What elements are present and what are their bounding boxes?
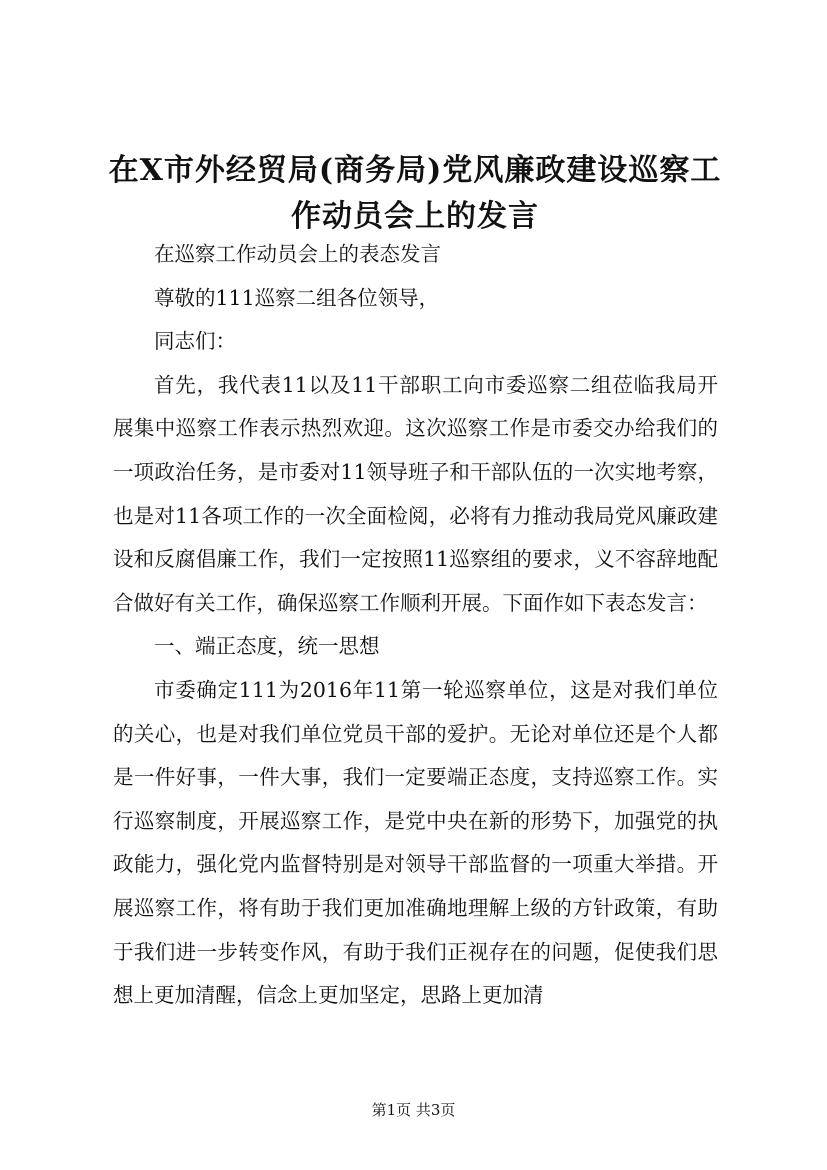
- paragraph-subtitle: 在巡察工作动员会上的表态发言: [154, 242, 441, 266]
- section-heading-1: 一、端正态度，统一思想: [154, 634, 380, 659]
- paragraph-greeting: 同志们：: [154, 329, 236, 354]
- page-number-footer: 第1页 共3页: [371, 1101, 456, 1119]
- document-body: [113, 233, 718, 1018]
- document-title: 在X市外经贸局(商务局)党风廉政建设巡察工作动员会上的发言: [108, 153, 722, 234]
- paragraph-salutation: 尊敬的111巡察二组各位领导，: [154, 285, 440, 310]
- paragraph-section-1: 市委确定111为2016年11第一轮巡察单位，这是对我们单位的关心，也是对我们单位党员干部的爱护。无论对单位还是个人都是一件好事，一件大事，我们一定要端正态度，支持巡察工作。实行巡察制度，开展巡察工作，是党中央在新的形势下，加强党的执政能力，强化党内监督特别是对领导干部监督的一项重大举措。开展巡察工作，将有助于我们更加准确地理解上级的方针政策，有助于我们进一步转变作风，有助于我们正视存在的问题，促使我们思想上更加清醒，信念上更加坚定，思路上更加清: [113, 677, 718, 1008]
- paragraph-opening: 首先，我代表11以及11干部职工向市委巡察二组莅临我局开展集中巡察工作表示热烈欢迎。这次巡察工作是市委交办给我们的一项政治任务，是市委对11领导班子和干部队伍的一次实地考察，也是对11各项工作的一次全面检阅，必将有力推动我局党风廉政建设和反腐倡廉工作，我们一定按照11巡察组的要求，义不容辞地配合做好有关工作，确保巡察工作顺利开展。下面作如下表态发言：: [113, 372, 718, 615]
